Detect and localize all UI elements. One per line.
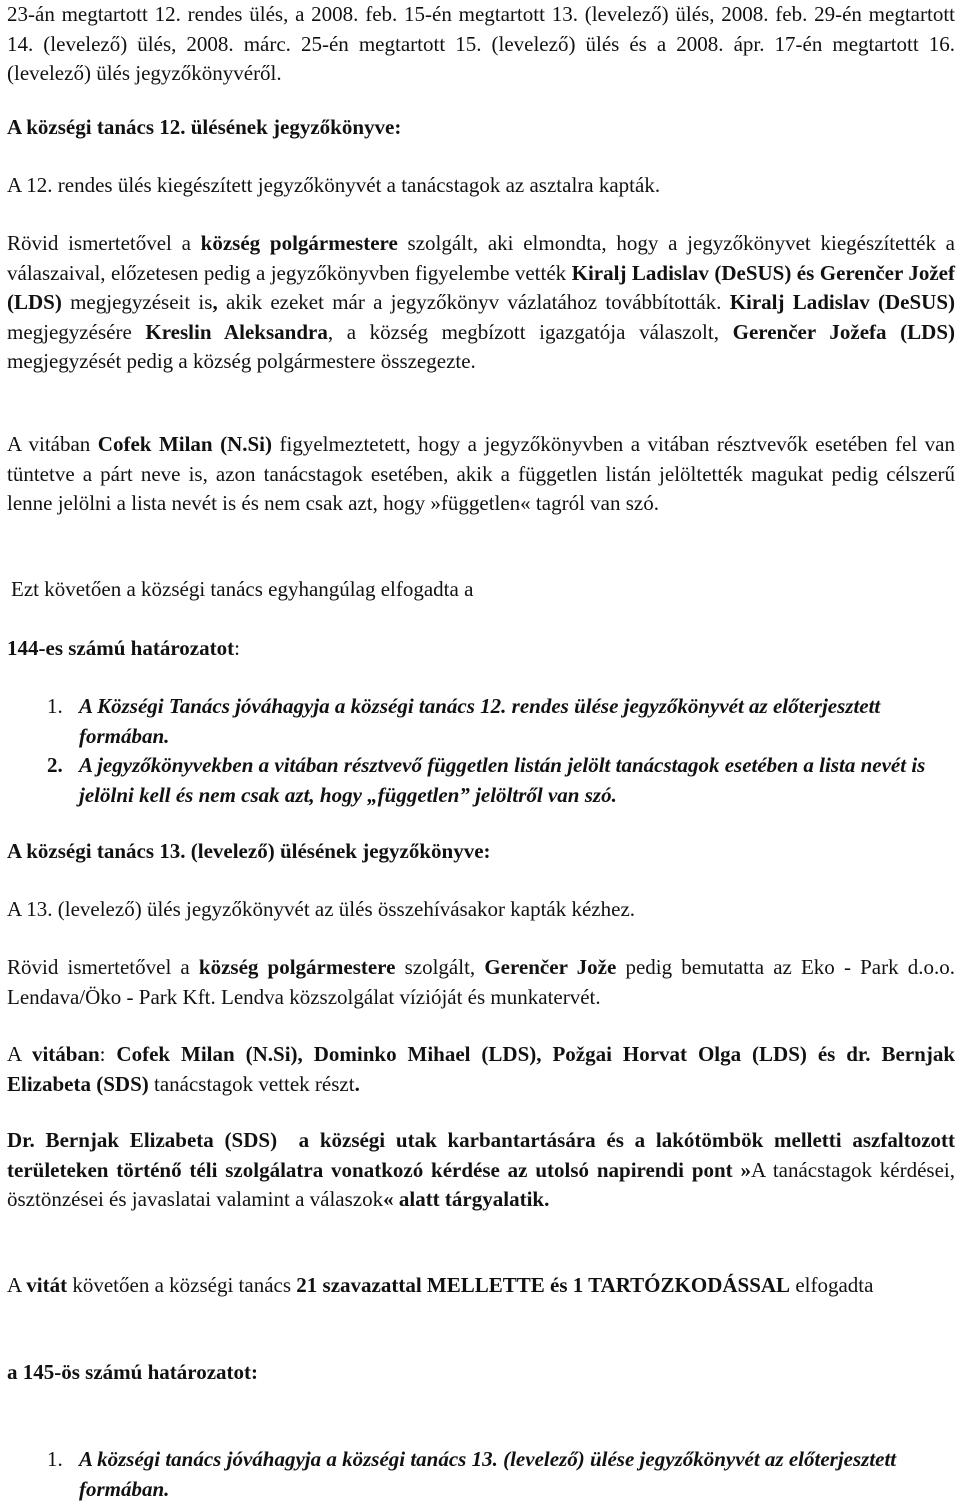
section12-paragraph-1: Rövid ismertetővel a község polgármestere szolgált, aki elmondta, hogy a jegyzőkönyvet kiegészítették a válaszaival, előzetesen pedig a jegyzőkönyvben figyelembe vették Kiralj Ladislav (DeSUS) és Gerenčer Jožef (LDS) megjegyzéseit is, akik ezeket már a jegyzőkönyv vázlatához továbbították. Kiralj Ladislav (DeSUS) megjegyzésére Kreslin Aleksandra, a község megbízott igazgatója válaszolt, Gerenčer Jožefa (LDS) megjegyzését pedig a község polgármestere összegezte. bbox=[7, 231, 956, 373]
list-item bbox=[7, 1445, 955, 1504]
section12-line: A 12. rendes ülés kiegészített jegyzőkönyvét a tanácstagok az asztalra kapták. bbox=[7, 173, 661, 197]
section12-heading bbox=[7, 113, 955, 143]
section12-resolution-list bbox=[7, 692, 955, 810]
section13-paragraph-2: A vitában: Cofek Milan (N.Si), Dominko Mihael (LDS), Požgai Horvat Olga (LDS) és dr. Bernjak Elizabeta (SDS) tanácstagok vettek részt. bbox=[7, 1042, 955, 1096]
list-item-text: A jegyzőkönyvekben a vitában résztvevő független listán jelölt tanácstagok esetében a lista nevét is jelölni kell és nem csak azt, hogy „független” jelöltről van szó. bbox=[79, 753, 926, 807]
section13-paragraph-1: Rövid ismertetővel a község polgármestere szolgált, Gerenčer Jože pedig bemutatta az Eko - Park d.o.o. Lendava/Öko - Park Kft. Lendva közszolgálat vízióját és munkatervét. bbox=[7, 955, 955, 1009]
section13-resolution-label: a 145-ös számú határozatot: bbox=[7, 1360, 258, 1384]
section13-resolution-list bbox=[7, 1445, 955, 1504]
section12-heading-text: A községi tanács 12. ülésének jegyzőkönyve: bbox=[7, 115, 402, 139]
list-item-text: A községi tanács jóváhagyja a községi tanács 13. (levelező) ülése jegyzőkönyvét az előterjesztett formában. bbox=[79, 1447, 897, 1501]
list-item-number: 1. bbox=[47, 694, 63, 718]
section13-heading-text: A községi tanács 13. (levelező) ülésének jegyzőkönyve: bbox=[7, 839, 491, 863]
section12-paragraph-2: A vitában Cofek Milan (N.Si) figyelmeztetett, hogy a jegyzőkönyvben a vitában résztvevők esetében fel van tüntetve a párt neve is, azon tanácstagok esetében, akik a független listán jelöltették magukat pedig célszerű lenne jelölni a lista nevét is és nem csak azt, hogy »független« tagról van szó. bbox=[7, 432, 955, 515]
list-item bbox=[7, 692, 955, 751]
list-item-number: 1. bbox=[47, 1447, 63, 1471]
section12-adopt-line: Ezt követően a községi tanács egyhangúlag elfogadta a bbox=[11, 577, 474, 601]
section13-paragraph-4: A vitát követően a községi tanács 21 szavazattal MELLETTE és 1 TARTÓZKODÁSSAL elfogadta bbox=[7, 1273, 874, 1297]
section13-paragraph-3: Dr. Bernjak Elizabeta (SDS) a községi utak karbantartására és a lakótömbök melletti aszfaltozott területeken történő téli szolgálatra vonatkozó kérdése az utolsó napirendi pont »A tanácstagok kérdései, ösztönzései és javaslatai valamint a válaszok« alatt tárgyalatik. bbox=[7, 1128, 955, 1211]
list-item bbox=[7, 751, 955, 810]
list-item-text: A Községi Tanács jóváhagyja a községi tanács 12. rendes ülése jegyzőkönyvét az előterjesztett formában. bbox=[79, 694, 881, 748]
section13-heading bbox=[7, 837, 955, 867]
section13-line: A 13. (levelező) ülés jegyzőkönyvét az ülés összehívásakor kapták kézhez. bbox=[7, 897, 636, 921]
list-item-number: 2. bbox=[47, 753, 63, 777]
section12-resolution-label: 144-es számú határozatot: bbox=[7, 636, 240, 660]
intro-paragraph: 23-án megtartott 12. rendes ülés, a 2008. feb. 15-én megtartott 13. (levelező) ülés, 2008. feb. 29-én megtartott 14. (levelező) ülés, 2008. márc. 25-én megtartott 15. (levelező) ülés és a 2008. ápr. 17-én megtartott 16. (levelező) ülés jegyzőkönyvéről. bbox=[7, 2, 955, 85]
